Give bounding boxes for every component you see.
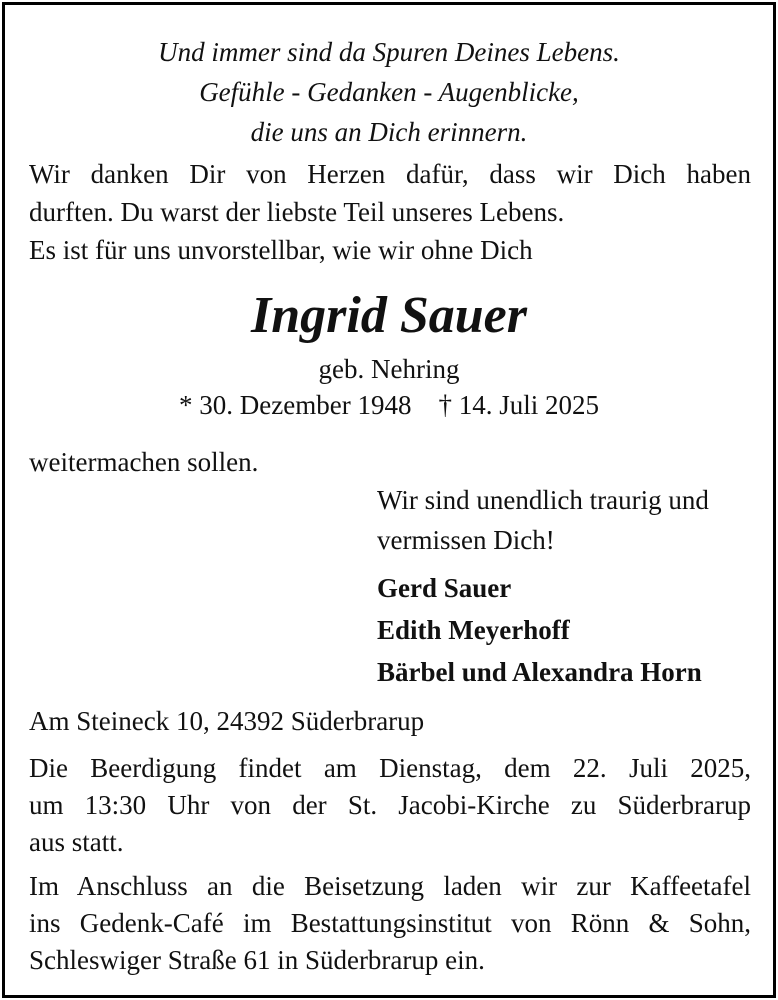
intro-line: Es ist für uns unvorstellbar, wie wir ohne Dich — [29, 235, 533, 265]
memorial-poem — [0, 32, 778, 152]
maiden-name: geb. Nehring — [318, 354, 460, 384]
signers-list — [377, 567, 757, 693]
funeral-line: aus statt. — [29, 827, 124, 857]
poem-line: die uns an Dich erinnern. — [250, 117, 528, 147]
intro-text — [29, 155, 751, 269]
mourning-line: vermissen Dich! — [377, 525, 555, 555]
signer-name: Edith Meyerhoff — [377, 615, 570, 645]
life-dates: * 30. Dezember 1948 † 14. Juli 2025 — [179, 390, 599, 420]
signer-name: Bärbel und Alexandra Horn — [377, 657, 702, 687]
mourning-text — [377, 480, 757, 560]
signer-name: Gerd Sauer — [377, 573, 512, 603]
mourning-line: Wir sind unendlich traurig und — [377, 485, 709, 515]
poem-line: Und immer sind da Spuren Deines Lebens. — [158, 37, 620, 67]
funeral-line: Die Beerdigung findet am Dienstag, dem 22. Juli 2025, — [29, 753, 751, 783]
intro-line: durften. Du warst der liebste Teil unseres Lebens. — [29, 197, 565, 227]
reception-line: Schleswiger Straße 61 in Süderbrarup ein. — [29, 945, 485, 975]
mourner-address: Am Steineck 10, 24392 Süderbrarup — [29, 706, 425, 736]
funeral-notice — [29, 750, 751, 861]
reception-notice — [29, 868, 751, 979]
deceased-name: Ingrid Sauer — [251, 287, 527, 344]
funeral-line: um 13:30 Uhr von der St. Jacobi-Kirche zu Süderbrarup — [29, 790, 751, 820]
poem-line: Gefühle - Gedanken - Augenblicke, — [199, 77, 579, 107]
reception-line: ins Gedenk-Café im Bestattungsinstitut von Rönn & Sohn, — [29, 908, 751, 938]
intro-line: Wir danken Dir von Herzen dafür, dass wir Dich haben — [29, 159, 751, 189]
reception-line: Im Anschluss an die Beisetzung laden wir zur Kaffeetafel — [29, 871, 751, 901]
intro-continuation: weitermachen sollen. — [29, 447, 259, 477]
